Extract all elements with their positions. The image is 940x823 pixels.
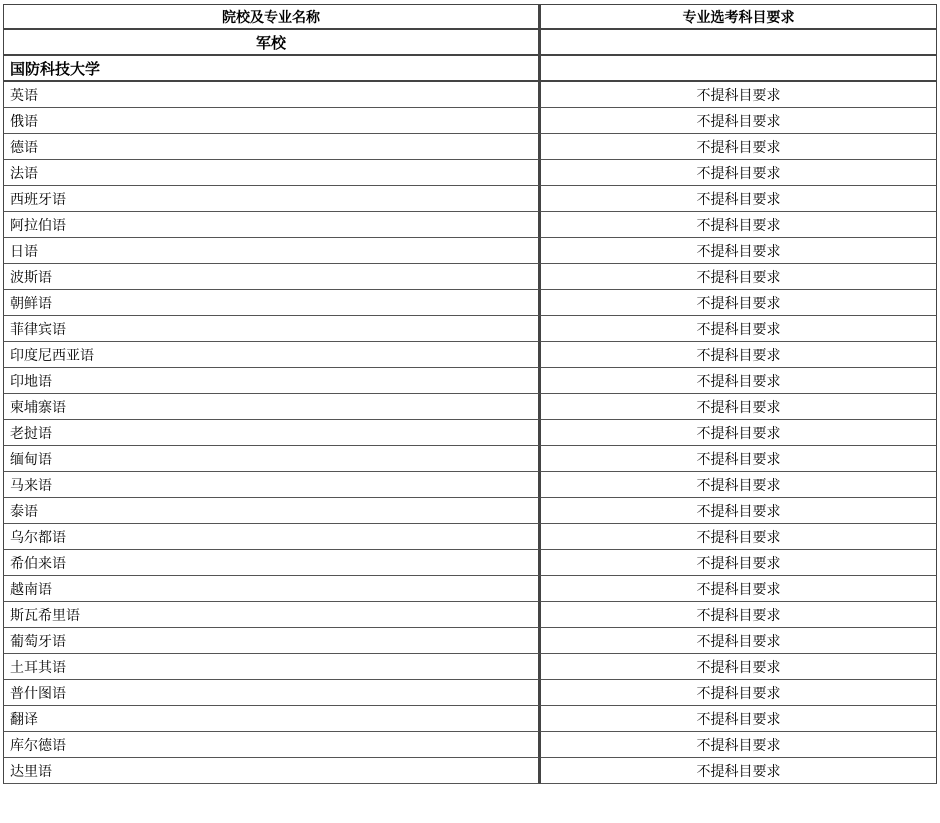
major-name: 缅甸语 <box>3 446 540 472</box>
subject-requirement: 不提科目要求 <box>540 420 937 446</box>
major-name: 乌尔都语 <box>3 524 540 550</box>
subject-requirement: 不提科目要求 <box>540 238 937 264</box>
table-row <box>3 550 937 576</box>
major-name: 阿拉伯语 <box>3 212 540 238</box>
subject-requirement: 不提科目要求 <box>540 602 937 628</box>
table-row <box>3 264 937 290</box>
table-row <box>3 420 937 446</box>
table-row <box>3 342 937 368</box>
major-name: 希伯来语 <box>3 550 540 576</box>
major-name: 波斯语 <box>3 264 540 290</box>
major-name: 老挝语 <box>3 420 540 446</box>
table-row <box>3 628 937 654</box>
table-row <box>3 524 937 550</box>
table-body <box>3 4 937 784</box>
major-name: 西班牙语 <box>3 186 540 212</box>
school-empty-cell <box>540 56 937 82</box>
subject-requirement: 不提科目要求 <box>540 394 937 420</box>
subject-requirement: 不提科目要求 <box>540 732 937 758</box>
subject-requirement: 不提科目要求 <box>540 576 937 602</box>
table-row <box>3 472 937 498</box>
major-name: 柬埔寨语 <box>3 394 540 420</box>
table-row <box>3 758 937 784</box>
table-row <box>3 134 937 160</box>
subject-requirement: 不提科目要求 <box>540 316 937 342</box>
major-name: 印地语 <box>3 368 540 394</box>
subject-requirement: 不提科目要求 <box>540 290 937 316</box>
major-name: 俄语 <box>3 108 540 134</box>
subject-requirement: 不提科目要求 <box>540 446 937 472</box>
column-header-school-major: 院校及专业名称 <box>3 4 540 30</box>
requirements-table <box>3 4 937 784</box>
table-row <box>3 82 937 108</box>
school-name: 国防科技大学 <box>3 56 540 82</box>
subject-requirement: 不提科目要求 <box>540 368 937 394</box>
subject-requirement: 不提科目要求 <box>540 212 937 238</box>
subject-requirement: 不提科目要求 <box>540 186 937 212</box>
subject-requirement: 不提科目要求 <box>540 264 937 290</box>
subject-requirement: 不提科目要求 <box>540 758 937 784</box>
major-name: 斯瓦希里语 <box>3 602 540 628</box>
subject-requirement: 不提科目要求 <box>540 628 937 654</box>
table-row <box>3 108 937 134</box>
table-row <box>3 602 937 628</box>
table-row <box>3 498 937 524</box>
section-empty-cell <box>540 30 937 56</box>
subject-requirement: 不提科目要求 <box>540 498 937 524</box>
table-row <box>3 212 937 238</box>
subject-requirement: 不提科目要求 <box>540 160 937 186</box>
major-name: 马来语 <box>3 472 540 498</box>
major-name: 越南语 <box>3 576 540 602</box>
table-row <box>3 316 937 342</box>
table-row <box>3 654 937 680</box>
major-name: 葡萄牙语 <box>3 628 540 654</box>
major-name: 德语 <box>3 134 540 160</box>
table-row <box>3 290 937 316</box>
major-name: 法语 <box>3 160 540 186</box>
subject-requirement: 不提科目要求 <box>540 550 937 576</box>
table-row <box>3 186 937 212</box>
table-row <box>3 576 937 602</box>
major-name: 印度尼西亚语 <box>3 342 540 368</box>
subject-requirement: 不提科目要求 <box>540 524 937 550</box>
major-name: 日语 <box>3 238 540 264</box>
subject-requirement: 不提科目要求 <box>540 134 937 160</box>
major-name: 达里语 <box>3 758 540 784</box>
subject-requirement: 不提科目要求 <box>540 342 937 368</box>
table-row <box>3 394 937 420</box>
subject-requirement: 不提科目要求 <box>540 706 937 732</box>
subject-requirement: 不提科目要求 <box>540 680 937 706</box>
major-name: 菲律宾语 <box>3 316 540 342</box>
school-row <box>3 56 937 82</box>
major-name: 英语 <box>3 82 540 108</box>
table-row <box>3 446 937 472</box>
subject-requirement: 不提科目要求 <box>540 82 937 108</box>
major-name: 土耳其语 <box>3 654 540 680</box>
major-name: 朝鲜语 <box>3 290 540 316</box>
major-name: 泰语 <box>3 498 540 524</box>
subject-requirement: 不提科目要求 <box>540 108 937 134</box>
section-title: 军校 <box>3 30 540 56</box>
major-name: 库尔德语 <box>3 732 540 758</box>
table-row <box>3 680 937 706</box>
major-name: 翻译 <box>3 706 540 732</box>
table-row <box>3 732 937 758</box>
subject-requirement: 不提科目要求 <box>540 472 937 498</box>
major-name: 普什图语 <box>3 680 540 706</box>
column-header-subject-requirement: 专业选考科目要求 <box>540 4 937 30</box>
table-row <box>3 238 937 264</box>
table-header-row <box>3 4 937 30</box>
table-row <box>3 368 937 394</box>
table-row <box>3 160 937 186</box>
section-row <box>3 30 937 56</box>
table-row <box>3 706 937 732</box>
subject-requirement: 不提科目要求 <box>540 654 937 680</box>
